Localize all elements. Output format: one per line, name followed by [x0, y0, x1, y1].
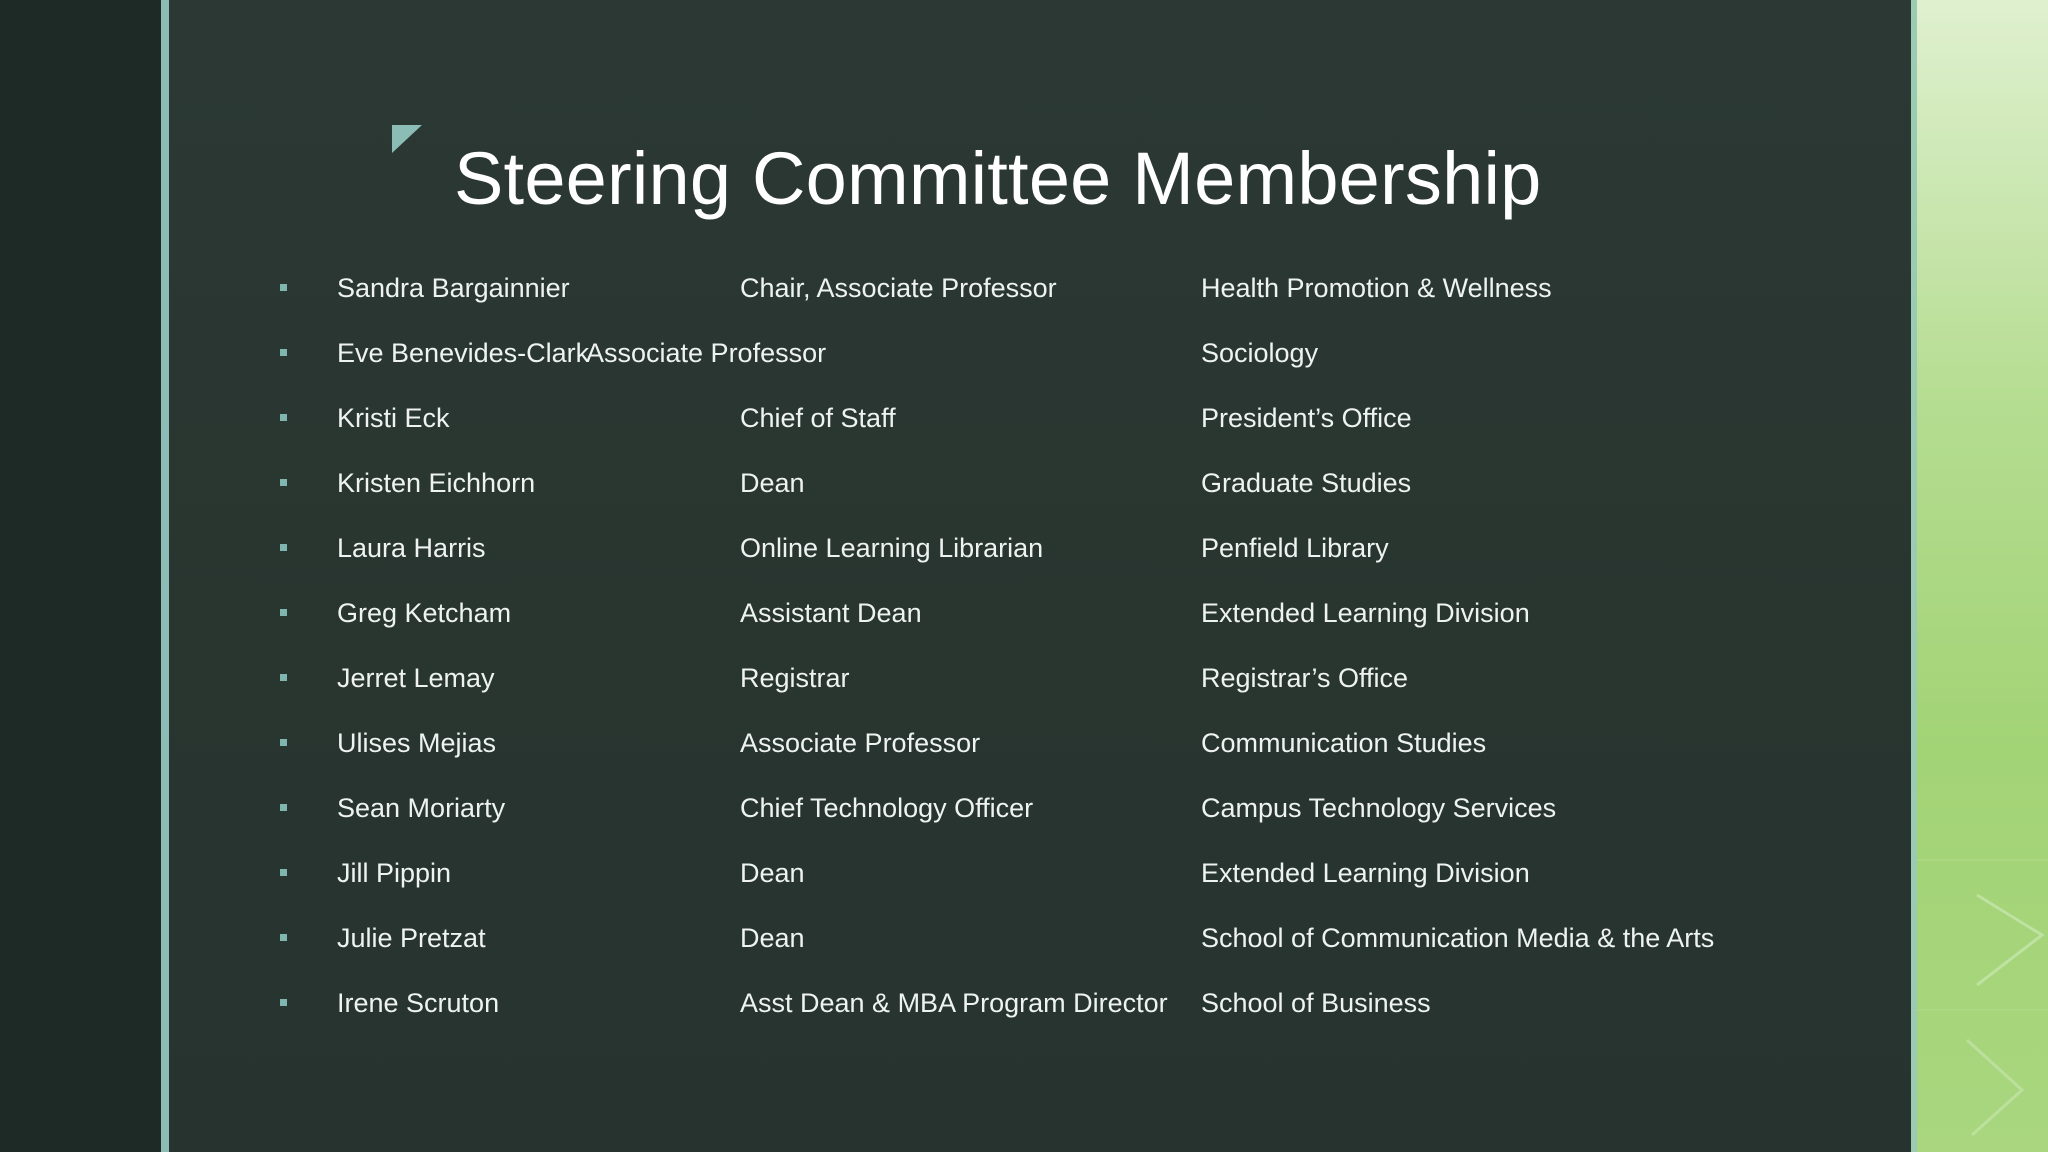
member-name: Ulises Mejias — [337, 728, 497, 758]
bullet-square-icon — [280, 934, 287, 941]
member-row — [0, 918, 1900, 958]
member-name: Jerret Lemay — [337, 663, 495, 693]
bullet-square-icon — [280, 869, 287, 876]
member-row — [0, 593, 1900, 633]
bullet-square-icon — [280, 479, 287, 486]
left-accent-bar — [161, 0, 169, 1152]
member-title: Assistant Dean — [740, 598, 922, 628]
bullet-square-icon — [280, 544, 287, 551]
bullet-square-icon — [280, 609, 287, 616]
member-department: Extended Learning Division — [1201, 858, 1530, 888]
corner-triangle-icon — [392, 125, 422, 153]
member-name: Greg Ketcham — [337, 598, 512, 628]
member-row — [0, 333, 1900, 373]
member-title: Chair, Associate Professor — [740, 273, 1057, 303]
member-name: Laura Harris — [337, 533, 486, 563]
member-row — [0, 853, 1900, 893]
member-row — [0, 658, 1900, 698]
bullet-square-icon — [280, 739, 287, 746]
bullet-square-icon — [280, 414, 287, 421]
member-title: Registrar — [740, 663, 850, 693]
member-department: Extended Learning Division — [1201, 598, 1530, 628]
member-title: Associate Professor — [740, 728, 981, 758]
bullet-square-icon — [280, 804, 287, 811]
member-department: School of Business — [1201, 988, 1431, 1018]
member-title: Associate Professor — [586, 338, 827, 368]
member-title: Dean — [740, 858, 805, 888]
member-row — [0, 983, 1900, 1023]
member-title: Dean — [740, 923, 805, 953]
right-green-band — [1917, 0, 2048, 1152]
member-department: School of Communication Media & the Arts — [1201, 923, 1715, 953]
member-department: Penfield Library — [1201, 533, 1389, 563]
member-department: Registrar’s Office — [1201, 663, 1409, 693]
member-row — [0, 463, 1900, 503]
member-name: Kristi Eck — [337, 403, 450, 433]
bullet-square-icon — [280, 349, 287, 356]
bullet-square-icon — [280, 999, 287, 1006]
member-name: Kristen Eichhorn — [337, 468, 536, 498]
member-row — [0, 723, 1900, 763]
member-department: Communication Studies — [1201, 728, 1487, 758]
left-dark-band — [0, 0, 161, 1152]
member-department: Graduate Studies — [1201, 468, 1412, 498]
member-name: Sandra Bargainnier — [337, 273, 570, 303]
member-name: Irene Scruton — [337, 988, 500, 1018]
member-title: Asst Dean & MBA Program Director — [740, 988, 1168, 1018]
member-department: Sociology — [1201, 338, 1319, 368]
member-department: Health Promotion & Wellness — [1201, 273, 1552, 303]
member-row — [0, 398, 1900, 438]
member-department: President’s Office — [1201, 403, 1412, 433]
member-name: Sean Moriarty — [337, 793, 506, 823]
member-name: Eve Benevides-Clark — [337, 338, 590, 368]
member-department: Campus Technology Services — [1201, 793, 1557, 823]
member-name: Jill Pippin — [337, 858, 452, 888]
slide-title: Steering Committee Membership — [454, 137, 1542, 220]
bullet-square-icon — [280, 674, 287, 681]
decorative-chevrons — [1917, 0, 2048, 1152]
member-title: Chief of Staff — [740, 403, 896, 433]
member-row — [0, 528, 1900, 568]
member-row — [0, 788, 1900, 828]
member-row — [0, 268, 1900, 308]
member-title: Dean — [740, 468, 805, 498]
bullet-square-icon — [280, 284, 287, 291]
member-name: Julie Pretzat — [337, 923, 486, 953]
member-title: Chief Technology Officer — [740, 793, 1034, 823]
member-title: Online Learning Librarian — [740, 533, 1044, 563]
